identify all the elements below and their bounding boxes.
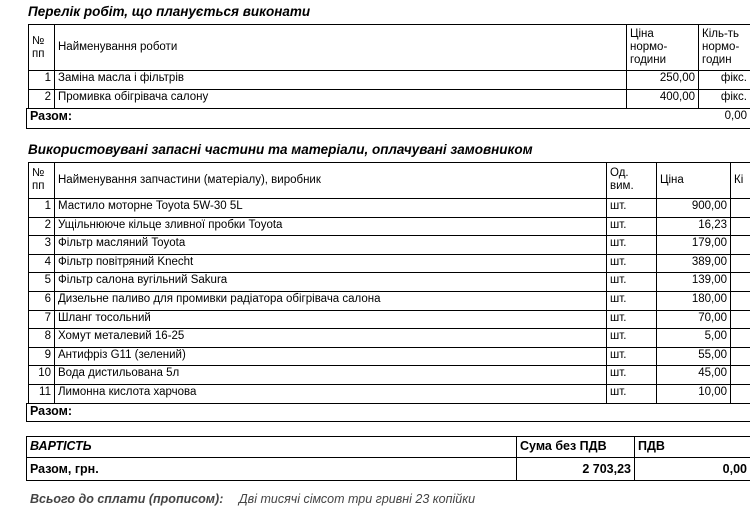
parts-row-name: Антифріз G11 (зелений) — [54, 347, 606, 366]
parts-row-unit: шт. — [606, 365, 656, 384]
parts-row-unit: шт. — [606, 217, 656, 236]
works-row-name: Промивка обігрівача салону — [54, 89, 626, 108]
parts-row-name: Вода дистильована 5л — [54, 365, 606, 384]
total-words-line — [30, 492, 475, 506]
works-header-qty-line2: нормо- — [702, 41, 740, 53]
parts-row-num: 10 — [28, 365, 54, 384]
cost-col-vat: ПДВ — [634, 436, 750, 457]
parts-row-unit: шт. — [606, 272, 656, 291]
parts-header-num-line2: пп — [32, 180, 45, 192]
cost-bottom-border — [26, 480, 750, 481]
parts-row-price: 180,00 — [656, 291, 730, 310]
works-header-qty-line1: Кіль-ть — [702, 28, 740, 40]
parts-row-unit: шт. — [606, 384, 656, 403]
works-header-num-line1: № — [32, 35, 45, 47]
cost-row-label: Разом, грн. — [26, 457, 516, 481]
parts-row-price: 179,00 — [656, 235, 730, 254]
parts-row-unit: шт. — [606, 254, 656, 273]
parts-row-num: 7 — [28, 310, 54, 329]
parts-row-qty — [730, 365, 750, 384]
parts-row-num: 1 — [28, 198, 54, 217]
parts-header-num-line1: № — [32, 167, 45, 179]
parts-header-num — [28, 162, 54, 198]
works-row-qty: фікс. — [698, 70, 750, 89]
cost-vat-value: 0,00 — [634, 457, 750, 481]
parts-row-price: 389,00 — [656, 254, 730, 273]
parts-row-name: Хомут металевий 16-25 — [54, 328, 606, 347]
works-total-label: Разом: — [26, 108, 698, 129]
works-row-name: Заміна масла і фільтрів — [54, 70, 626, 89]
parts-row-qty — [730, 198, 750, 217]
parts-row-name: Дизельне паливо для промивки радіатора обігрівача салона — [54, 291, 606, 310]
parts-row-unit: шт. — [606, 310, 656, 329]
parts-row-price: 16,23 — [656, 217, 730, 236]
parts-row-price: 45,00 — [656, 365, 730, 384]
works-total-value: 0,00 — [698, 108, 750, 129]
works-row-num: 1 — [28, 70, 54, 89]
parts-row-price: 55,00 — [656, 347, 730, 366]
parts-row-price: 139,00 — [656, 272, 730, 291]
parts-row-unit: шт. — [606, 347, 656, 366]
parts-row-unit: шт. — [606, 235, 656, 254]
parts-bottom-border — [26, 421, 750, 422]
works-header-qty-line3: годин — [702, 54, 732, 66]
works-row-price: 250,00 — [626, 70, 698, 89]
parts-header-unit-line1: Од. — [610, 167, 629, 179]
parts-row-name: Фільтр салона вугільний Sakura — [54, 272, 606, 291]
total-words-label: Всього до сплати (прописом): — [30, 492, 224, 506]
parts-row-qty — [730, 347, 750, 366]
works-header-name: Найменування роботи — [54, 24, 626, 70]
parts-row-num: 9 — [28, 347, 54, 366]
parts-row-name: Лимонна кислота харчова — [54, 384, 606, 403]
parts-header-price: Ціна — [656, 162, 730, 198]
parts-total-label: Разом: — [26, 403, 750, 422]
works-header-price — [626, 24, 698, 70]
cost-col-sum: Сума без ПДВ — [516, 436, 634, 457]
parts-row-name: Мастило моторне Toyota 5W-30 5L — [54, 198, 606, 217]
parts-row-price: 5,00 — [656, 328, 730, 347]
works-header-price-line1: Ціна — [630, 28, 654, 40]
parts-row-name: Фільтр масляний Toyota — [54, 235, 606, 254]
parts-header-unit — [606, 162, 656, 198]
parts-row-price: 70,00 — [656, 310, 730, 329]
cost-sum-value: 2 703,23 — [516, 457, 634, 481]
parts-row-qty — [730, 235, 750, 254]
parts-row-num: 3 — [28, 235, 54, 254]
parts-row-num: 4 — [28, 254, 54, 273]
parts-header-name: Найменування запчастини (матеріалу), виробник — [54, 162, 606, 198]
parts-header-qty: Кі — [730, 162, 750, 198]
parts-row-price: 10,00 — [656, 384, 730, 403]
parts-row-qty — [730, 254, 750, 273]
parts-row-unit: шт. — [606, 328, 656, 347]
parts-row-name: Фільтр повітряний Knecht — [54, 254, 606, 273]
cost-title: ВАРТІСТЬ — [26, 436, 516, 457]
works-row-price: 400,00 — [626, 89, 698, 108]
parts-row-price: 900,00 — [656, 198, 730, 217]
parts-row-qty — [730, 217, 750, 236]
parts-row-name: Шланг тосольний — [54, 310, 606, 329]
parts-row-name: Ущільнююче кільце зливної пробки Toyota — [54, 217, 606, 236]
parts-section-title: Використовувані запасні частини та матеріали, оплачувані замовником — [28, 142, 533, 157]
parts-row-num: 6 — [28, 291, 54, 310]
parts-row-num: 11 — [28, 384, 54, 403]
works-header-num-line2: пп — [32, 48, 45, 60]
works-header-price-line3: години — [630, 54, 666, 66]
parts-row-unit: шт. — [606, 291, 656, 310]
parts-row-qty — [730, 384, 750, 403]
parts-row-qty — [730, 291, 750, 310]
works-row-qty: фікс. — [698, 89, 750, 108]
works-section-title: Перелік робіт, що планується виконати — [28, 4, 311, 19]
parts-row-qty — [730, 310, 750, 329]
works-header-num — [28, 24, 54, 70]
parts-row-num: 8 — [28, 328, 54, 347]
total-words-value: Дві тисячі сімсот три гривні 23 копійки — [238, 492, 476, 506]
works-header-price-line2: нормо- — [630, 41, 668, 53]
parts-row-unit: шт. — [606, 198, 656, 217]
parts-row-qty — [730, 328, 750, 347]
works-row-num: 2 — [28, 89, 54, 108]
parts-row-qty — [730, 272, 750, 291]
parts-header-unit-line2: вим. — [610, 180, 634, 192]
parts-row-num: 5 — [28, 272, 54, 291]
parts-row-num: 2 — [28, 217, 54, 236]
works-header-qty — [698, 24, 750, 70]
works-bottom-border — [26, 128, 750, 129]
